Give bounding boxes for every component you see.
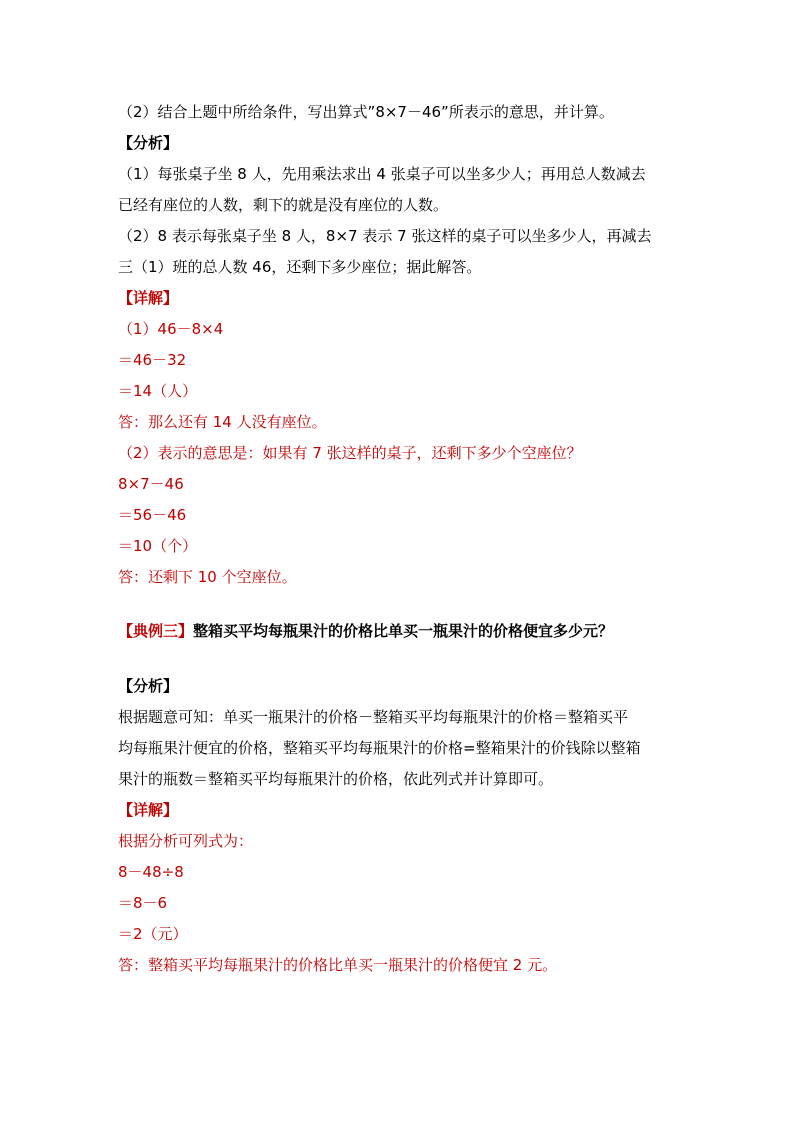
question-2: （2）结合上题中所给条件，写出算式”8×7－46”所表示的意思，并计算。 (118, 103, 614, 121)
solution-step: ＝10（个） (118, 537, 198, 555)
analysis-line: （1）每张桌子坐 8 人，先用乘法求出 4 张桌子可以坐多少人；再用总人数减去 (118, 165, 646, 183)
solution-step: （1）46－8×4 (118, 320, 224, 338)
answer-1: 答：那么还有 14 人没有座位。 (118, 413, 327, 431)
document-page (118, 97, 698, 981)
answer-2: 答：还剩下 10 个空座位。 (118, 568, 297, 586)
section-spacer (118, 647, 698, 671)
solution-step: ＝46－32 (118, 351, 187, 369)
detail-heading: 【详解】 (118, 801, 179, 819)
solution-step: 8×7－46 (118, 475, 184, 493)
example-3-label: 【典例三】 (118, 622, 194, 640)
solution-step: ＝2（元） (118, 925, 188, 943)
analysis-line: （2）8 表示每张桌子坐 8 人，8×7 表示 7 张这样的桌子可以坐多少人，再减去 (118, 227, 652, 245)
analysis-line: 根据题意可知：单买一瓶果汁的价格－整箱买平均每瓶果汁的价格＝整箱买平 (118, 708, 629, 726)
analysis-line: 已经有座位的人数，剩下的就是没有座位的人数。 (118, 196, 449, 214)
example-3-question (118, 616, 698, 647)
solution-step: ＝56－46 (118, 506, 187, 524)
answer-3: 答：整箱买平均每瓶果汁的价格比单买一瓶果汁的价格便宜 2 元。 (118, 956, 558, 974)
analysis-heading: 【分析】 (118, 677, 179, 695)
solution-step: ＝14（人） (118, 382, 198, 400)
section-spacer (118, 593, 698, 616)
analysis-line: 均每瓶果汁便宜的价格，整箱买平均每瓶果汁的价格=整箱果汁的价钱除以整箱 (118, 739, 641, 757)
detail-heading: 【详解】 (118, 289, 179, 307)
solution-intro: 根据分析可列式为： (118, 832, 254, 850)
solution-step: ＝8－6 (118, 894, 168, 912)
analysis-line: 三（1）班的总人数 46，还剩下多少座位；据此解答。 (118, 258, 482, 276)
analysis-line: 果汁的瓶数＝整箱买平均每瓶果汁的价格，依此列式并计算即可。 (118, 770, 554, 788)
example-3-question-text: 整箱买平均每瓶果汁的价格比单买一瓶果汁的价格便宜多少元？ (193, 622, 614, 640)
meaning-2: （2）表示的意思是：如果有 7 张这样的桌子，还剩下多少个空座位？ (118, 444, 582, 462)
analysis-heading: 【分析】 (118, 134, 179, 152)
solution-step: 8－48÷8 (118, 863, 184, 881)
